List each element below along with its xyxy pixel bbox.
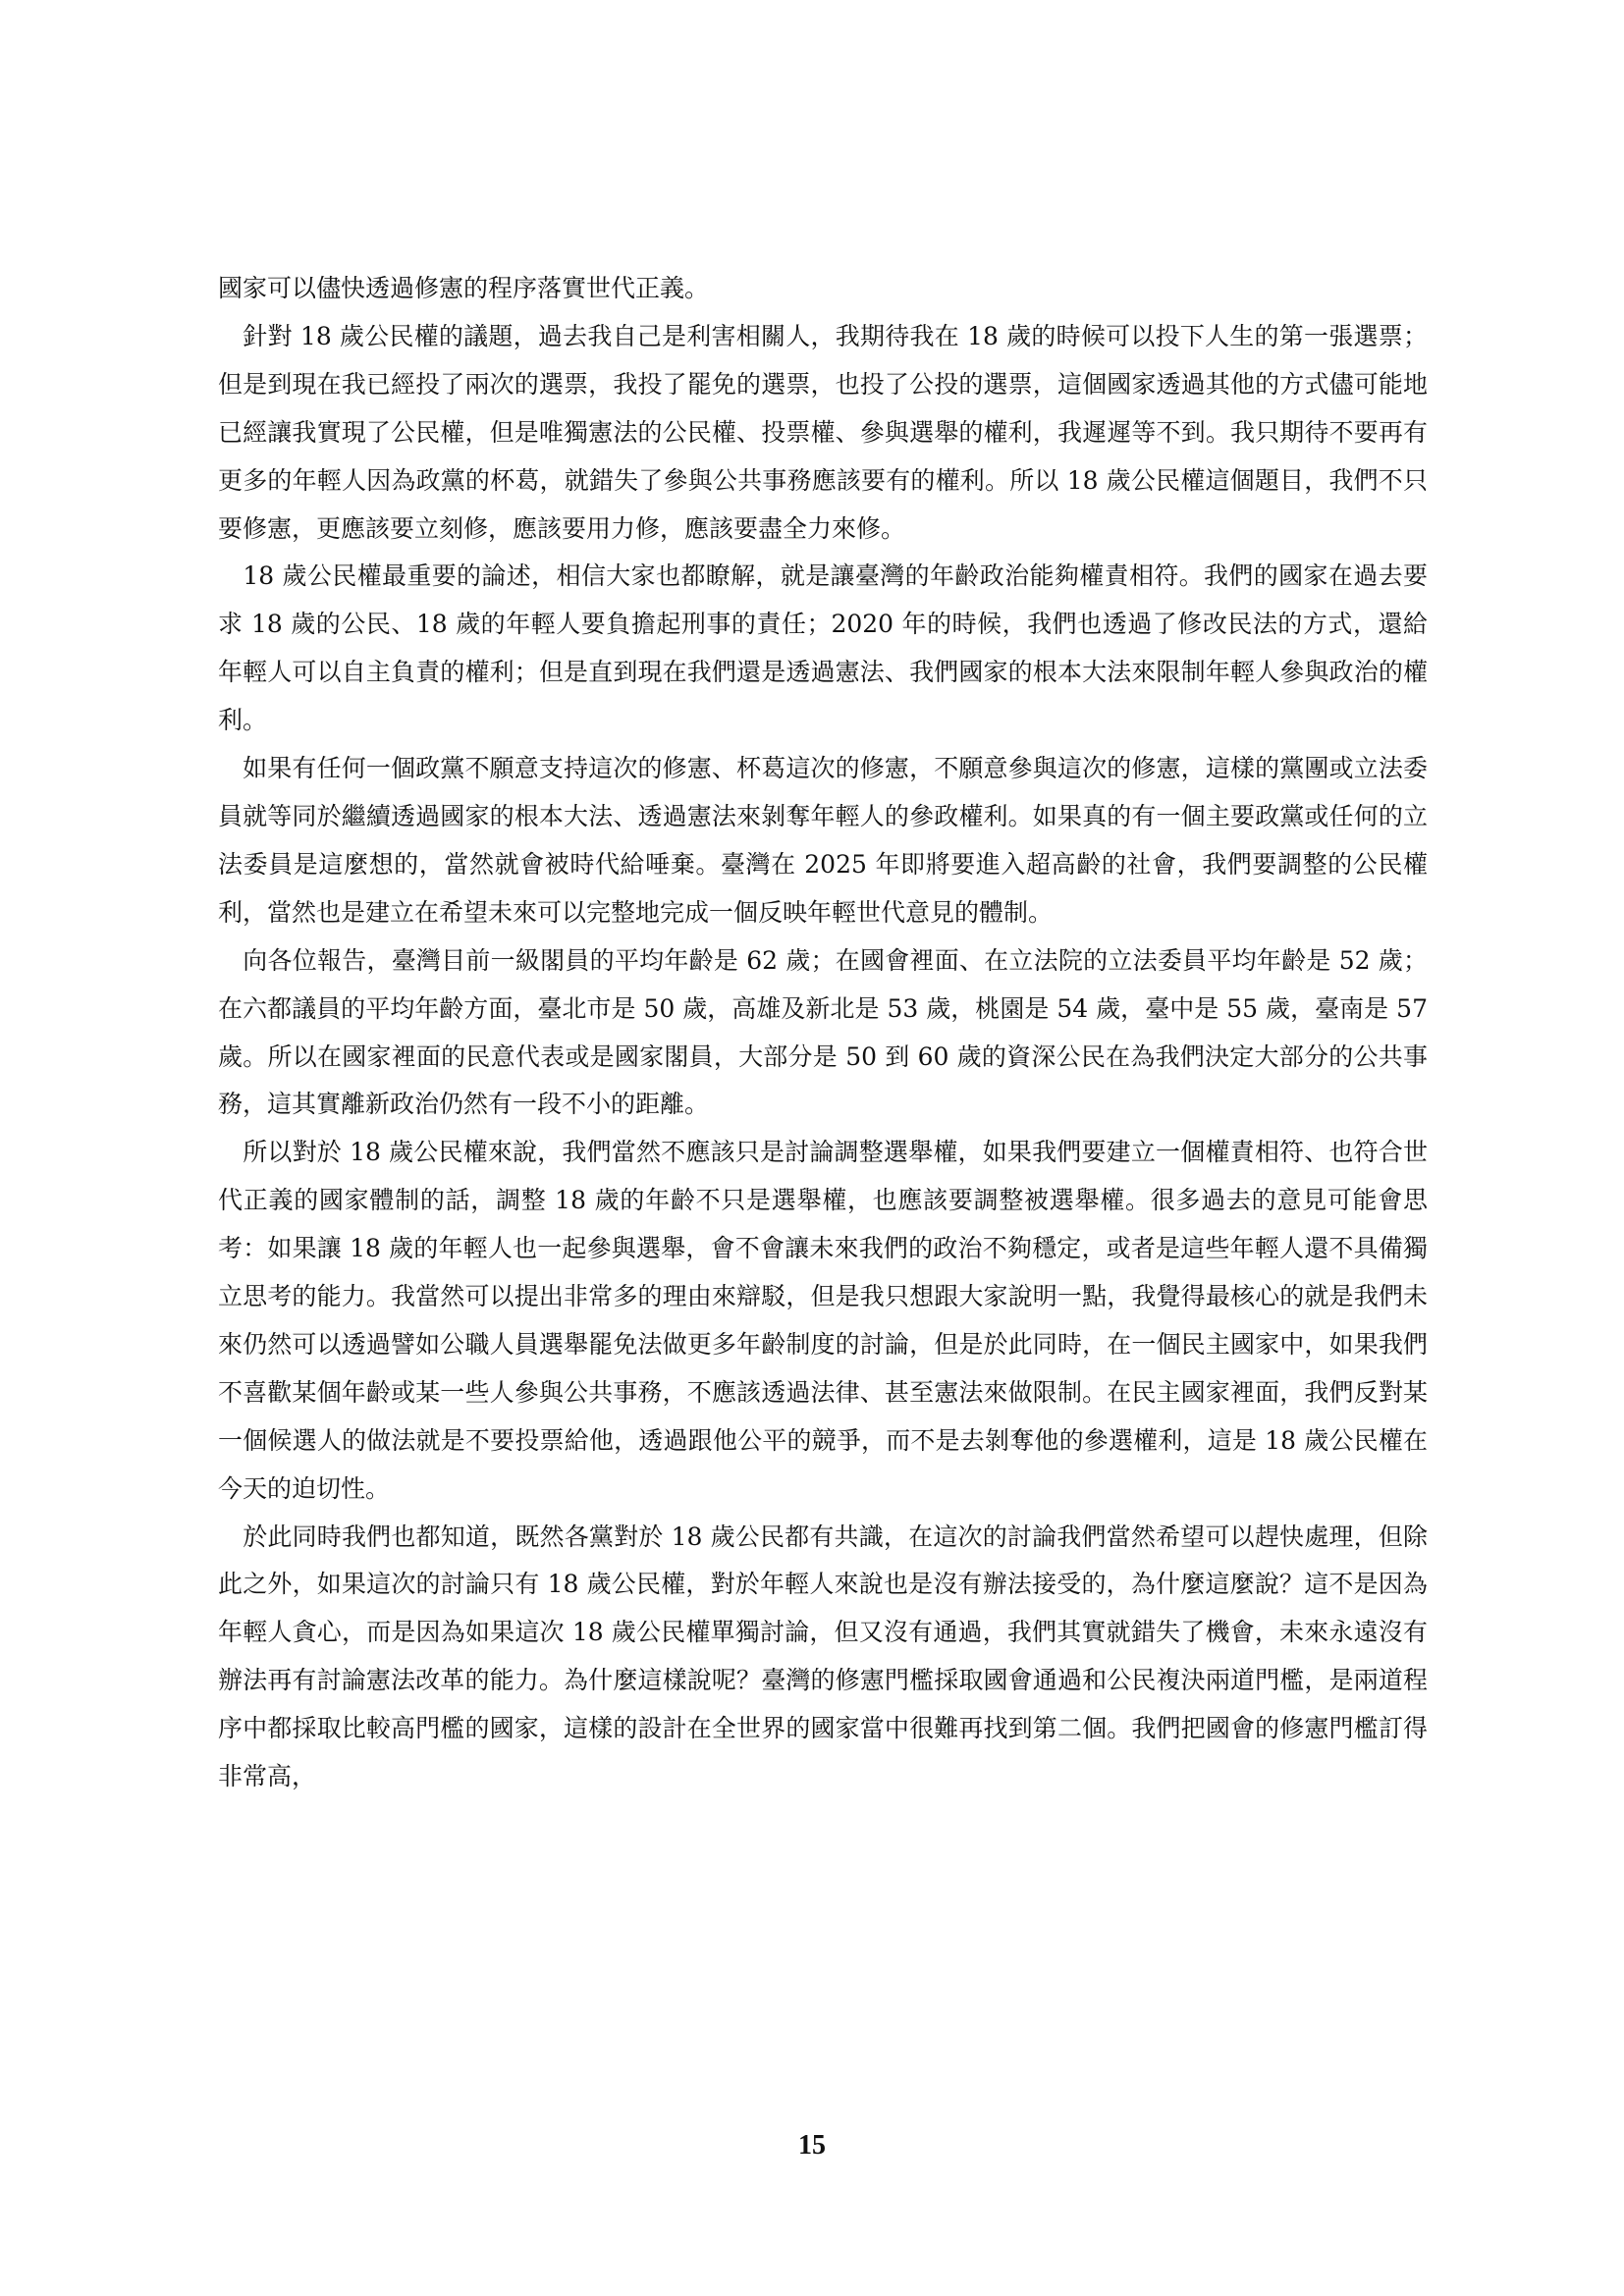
paragraph-6: 所以對於 18 歲公民權來說，我們當然不應該只是討論調整選舉權，如果我們要建立一個權責相符、也符合世代正義的國家體制的話，調整 18 歲的年齡不只是選舉權，也應該要調整被選舉權。很多過去的意見可能會思考：如果讓 18 歲的年輕人也一起參與選舉，會不會讓未來我們的政治不夠穩定，或者是這些年輕人還不具備獨立思考的能力。我當然可以提出非常多的理由來辯駁，但是我只想跟大家說明一點，我覺得最核心的就是我們未來仍然可以透過譬如公職人員選舉罷免法做更多年齡制度的討論，但是於此同時，在一個民主國家中，如果我們不喜歡某個年齡或某一些人參與公共事務，不應該透過法律、甚至憲法來做限制。在民主國家裡面，我們反對某一個候選人的做法就是不要投票給他，透過跟他公平的競爭，而不是去剝奪他的參選權利，這是 18 歲公民權在今天的迫切性。 (218, 1138, 1428, 1503)
paragraph-2: 針對 18 歲公民權的議題，過去我自己是利害相關人，我期待我在 18 歲的時候可以投下人生的第一張選票；但是到現在我已經投了兩次的選票，我投了罷免的選票，也投了公投的選票，這個國家透過其他的方式儘可能地已經讓我實現了公民權，但是唯獨憲法的公民權、投票權、參與選舉的權利，我遲遲等不到。我只期待不要再有更多的年輕人因為政黨的杯葛，就錯失了參與公共事務應該要有的權利。所以 18 歲公民權這個題目，我們不只要修憲，更應該要立刻修，應該要用力修，應該要盡全力來修。 (218, 321, 1428, 543)
paragraph-5: 向各位報告，臺灣目前一級閣員的平均年齡是 62 歲；在國會裡面、在立法院的立法委員平均年齡是 52 歲；在六都議員的平均年齡方面，臺北市是 50 歲，高雄及新北是 53 歲，桃園是 54 歲，臺中是 55 歲，臺南是 57 歲。所以在國家裡面的民意代表或是國家閣員，大部分是 50 到 60 歲的資深公民在為我們決定大部分的公共事務，這其實離新政治仍然有一段不小的距離。 (218, 945, 1428, 1119)
paragraph-1: 國家可以儘快透過修憲的程序落實世代正義。 (218, 274, 710, 302)
paragraph-3: 18 歲公民權最重要的論述，相信大家也都瞭解，就是讓臺灣的年齡政治能夠權責相符。我們的國家在過去要求 18 歲的公民、18 歲的年輕人要負擔起刑事的責任；2020 年的時候，我們也透過了修改民法的方式，還給年輕人可以自主負責的權利；但是直到現在我們還是透過憲法、我們國家的根本大法來限制年輕人參與政治的權利。 (218, 561, 1428, 735)
paragraph-7: 於此同時我們也都知道，既然各黨對於 18 歲公民都有共識，在這次的討論我們當然希望可以趕快處理，但除此之外，如果這次的討論只有 18 歲公民權，對於年輕人來說也是沒有辦法接受的，為什麼這麼說？這不是因為年輕人貪心，而是因為如果這次 18 歲公民權單獨討論，但又沒有通過，我們其實就錯失了機會，未來永遠沒有辦法再有討論憲法改革的能力。為什麼這樣說呢？臺灣的修憲門檻採取國會通過和公民複決兩道門檻，是兩道程序中都採取比較高門檻的國家，這樣的設計在全世界的國家當中很難再找到第二個。我們把國會的修憲門檻訂得非常高， (218, 1522, 1428, 1791)
document-body (218, 265, 1428, 1801)
paragraph-4: 如果有任何一個政黨不願意支持這次的修憲、杯葛這次的修憲，不願意參與這次的修憲，這樣的黨團或立法委員就等同於繼續透過國家的根本大法、透過憲法來剝奪年輕人的參政權利。如果真的有一個主要政黨或任何的立法委員是這麼想的，當然就會被時代給唾棄。臺灣在 2025 年即將要進入超高齡的社會，我們要調整的公民權利，當然也是建立在希望未來可以完整地完成一個反映年輕世代意見的體制。 (218, 754, 1428, 927)
page-number: 15 (798, 2130, 826, 2161)
